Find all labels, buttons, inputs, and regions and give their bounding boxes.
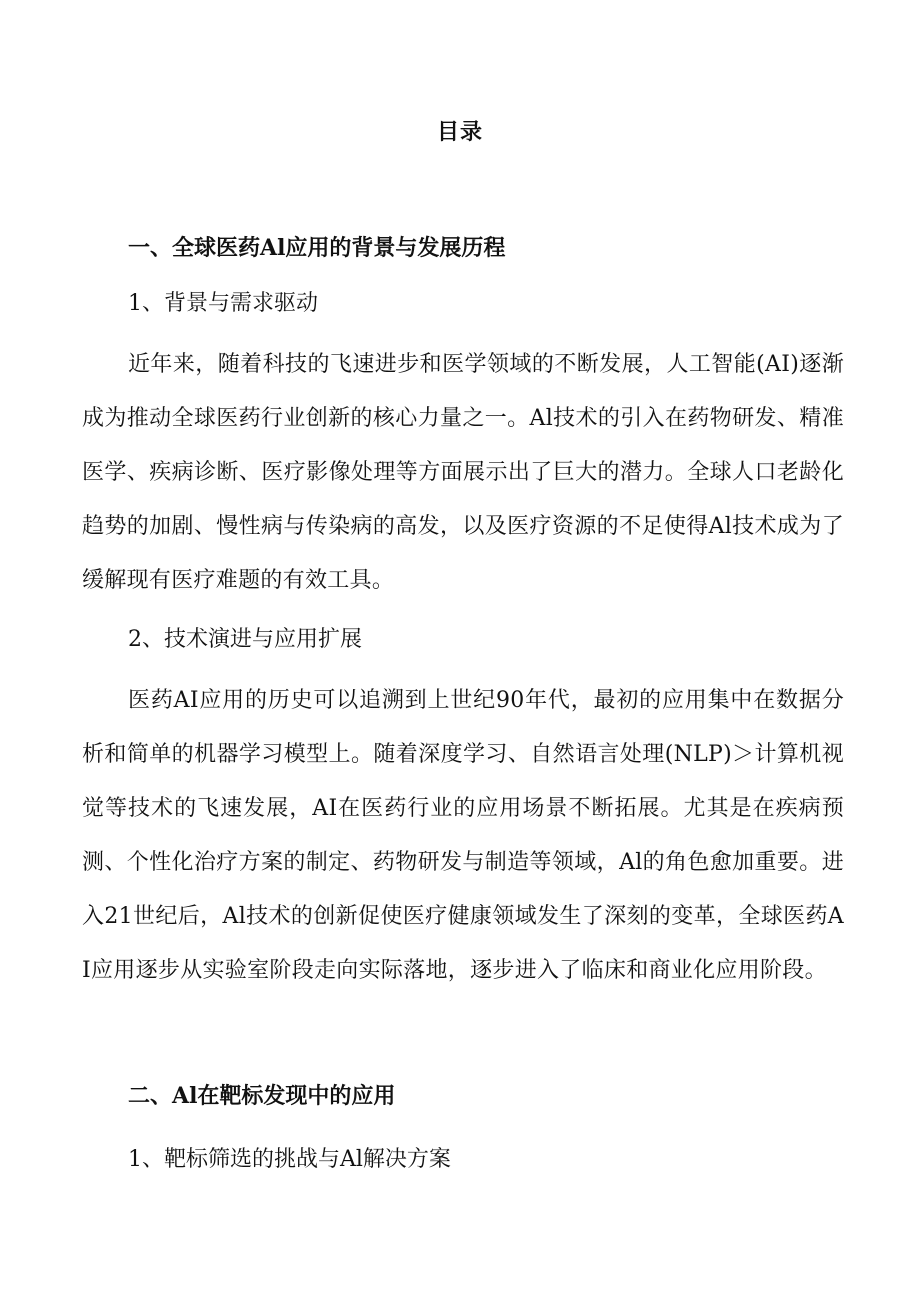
section-1-2-paragraph: 医药AI应用的历史可以追溯到上世纪90年代，最初的应用集中在数据分析和简单的机器学习模型上。随着深度学习、自然语言处理(NLP)＞计算机视觉等技术的飞速发展，AI在医药行业的应用场景不断拓展。尤其是在疾病预测、个性化治疗方案的制定、药物研发与制造等领域，Al的角色愈加重要。进入21世纪后，Al技术的创新促使医疗健康领域发生了深刻的变革，全球医药AI应用逐步从实验室阶段走向实际落地，逐步进入了临床和商业化应用阶段。 (82, 688, 844, 983)
section-2-heading: 二、Al在靶标发现中的应用 (128, 1083, 396, 1109)
section-1-1-paragraph: 近年来，随着科技的飞速进步和医学领域的不断发展，人工智能(AI)逐渐成为推动全球医药行业创新的核心力量之一。Al技术的引入在药物研发、精准医学、疾病诊断、医疗影像处理等方面展示出了巨大的潜力。全球人口老龄化趋势的加剧、慢性病与传染病的高发，以及医疗资源的不足使得Al技术成为了缓解现有医疗难题的有效工具。 (82, 352, 844, 593)
section-1-heading: 一、全球医药Al应用的背景与发展历程 (128, 235, 506, 261)
section-2-1-heading: 1、靶标筛选的挑战与Al解决方案 (128, 1147, 451, 1172)
section-1-1-heading: 1、背景与需求驱动 (128, 291, 318, 316)
toc-title: 目录 (436, 119, 483, 145)
section-1-2-heading: 2、技术演进与应用扩展 (128, 627, 362, 652)
